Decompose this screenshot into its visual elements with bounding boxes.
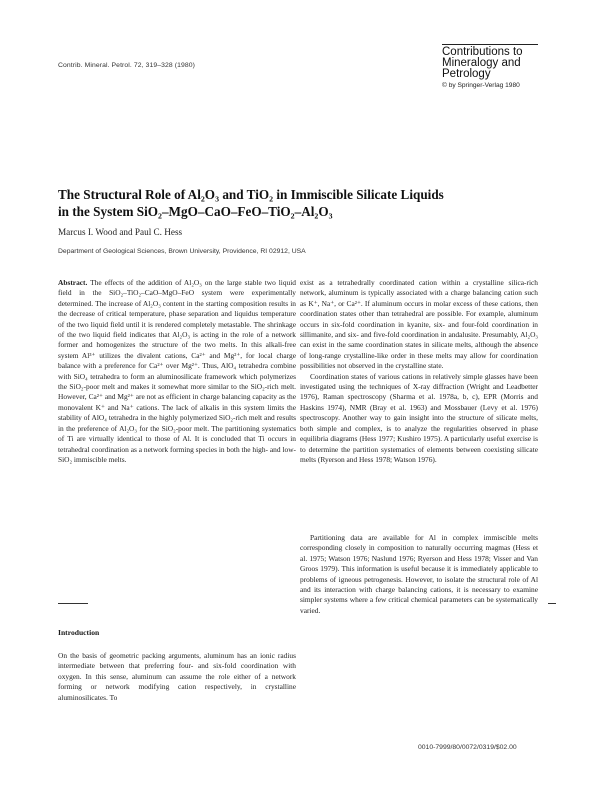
journal-title-line2: Mineralogy and bbox=[442, 57, 521, 69]
abstract-text: The effects of the addition of Al₂O₃ on the large stable two liquid field in the SiO₂–TiO₂–CaO–MgO–FeO system were experimentally determined. The increase of Al₂O₃ content in the starting composition results in the decrease of critical temperature, phase separation and liquidus temperature of the two liquid field until it is rendered completely metastable. The shrinkage of the two liquid field indicates that Al₂O₃ is acting in the role of a network former and homogenizes the structure of the two melts. In this alkali-free system Al³⁺ utilizes the divalent cations, Ca²⁺ and Mg²⁺, for local charge balance with a preference for Ca²⁺ over Mg²⁺. Thus, AlO₄ tetrahedra combine with SiO₄ tetrahedra to form an aluminosilicate framework which polymerizes the SiO₂-poor melt and makes it somewhat more similar to the SiO₂-rich melt. However, Ca²⁺ and Mg²⁺ are not as efficient in charge balancing capacity as the monovalent K⁺ and Na⁺ cations. The lack of alkalis in this system limits the stability of AlO₄ tetrahedra in the highly polymerized SiO₂-rich melt and results in the preference of Al₂O₃ for the SiO₂-poor melt. The partitioning systematics of Ti are virtually identical to those of Al. It is concluded that Ti occurs in tetrahedral coordination as a network forming species in both the high- and low-SiO₂ immiscible melts. bbox=[58, 278, 296, 464]
introduction-paragraph: On the basis of geometric packing arguments, aluminum has an ionic radius intermediate between that preferring four- and six-fold coordination with oxygen. In this sense, aluminum can assume the role either of a network forming or network modifying cation respectively, in crystalline aluminosilicates. To bbox=[58, 651, 296, 702]
right-paragraph-1: exist as a tetrahedrally coordinated cation within a crystalline silica-rich network, aluminum is typically associated with a charge balancing cation such as K⁺, Na⁺, or Ca²⁺. If aluminum occurs in molar excess of these cations, then coordination states other than tetrahedral are possible. For example, aluminum occurs in six-fold coordination in kyanite, six- and four-fold coordination in sillimanite, and six- and five-fold coordination in andalusite. Presumably, Al₂O₃ can exist in the same coordination states in silicate melts, although the absence of long-range crystalline-like order in these melts may allow for coordination possibilities not observed in the crystalline state. bbox=[300, 278, 538, 371]
right-paragraph-3: Partitioning data are available for Al in complex immiscible melts corresponding closely in composition to naturally occurring magmas (Hess et al. 1975; Watson 1976; Naslund 1976; Ryerson and Hess 1978; Visser and Van Groos 1979). This information is useful because it is immediately applicable to problems of igneous petrogenesis. However, to isolate the structural role of Al and its interaction with charge balancing cations, it is necessary to examine simpler systems where a few critical chemical parameters can be systematically varied. bbox=[300, 533, 538, 615]
doi-code: 0010-7999/80/0072/0319/$02.00 bbox=[418, 744, 517, 751]
right-column-top bbox=[300, 278, 538, 465]
journal-title-line3: Petrology bbox=[442, 68, 491, 80]
introduction-text bbox=[58, 651, 296, 703]
article-title-line2: in the System SiO₂–MgO–CaO–FeO–TiO₂–Al₂O₃ bbox=[58, 204, 333, 219]
abstract-label: Abstract. bbox=[58, 278, 88, 287]
right-paragraph-2: Coordination states of various cations in relatively simple glasses have been investigated using the techniques of X-ray diffraction (Wright and Leadbetter 1976), Raman spectroscopy (Sharma et al. 1978a, b, c), EPR (Morris and Haskins 1974), NMR (Bray et al. 1963) and Mossbauer (Levy et al. 1976) spectroscopy. Another way to gain insight into the structure of silicate melts, both simple and complex, is to analyze the regularities observed in phase equilibria diagrams (Hess 1977; Kushiro 1975). A particularly useful exercise is to determine the partition systematics of elements between coexisting silicate melts (Ryerson and Hess 1978; Watson 1976). bbox=[300, 371, 538, 464]
journal-logo-block bbox=[442, 44, 582, 89]
abstract-block bbox=[58, 278, 296, 465]
article-title-line1: The Structural Role of Al₂O₃ and TiO₂ in Immiscible Silicate Liquids bbox=[58, 187, 444, 202]
affiliation: Department of Geological Sciences, Brown University, Providence, RI 02912, USA bbox=[58, 248, 306, 255]
journal-rule bbox=[442, 44, 538, 45]
author-list: Marcus I. Wood and Paul C. Hess bbox=[58, 227, 183, 237]
journal-title-line1: Contributions to bbox=[442, 46, 523, 58]
article-title bbox=[58, 186, 538, 220]
publisher-line: © by Springer-Verlag 1980 bbox=[442, 82, 520, 89]
journal-citation: Contrib. Mineral. Petrol. 72, 319–328 (1980) bbox=[58, 62, 196, 69]
introduction-heading: Introduction bbox=[58, 628, 100, 637]
section-divider bbox=[58, 603, 558, 604]
